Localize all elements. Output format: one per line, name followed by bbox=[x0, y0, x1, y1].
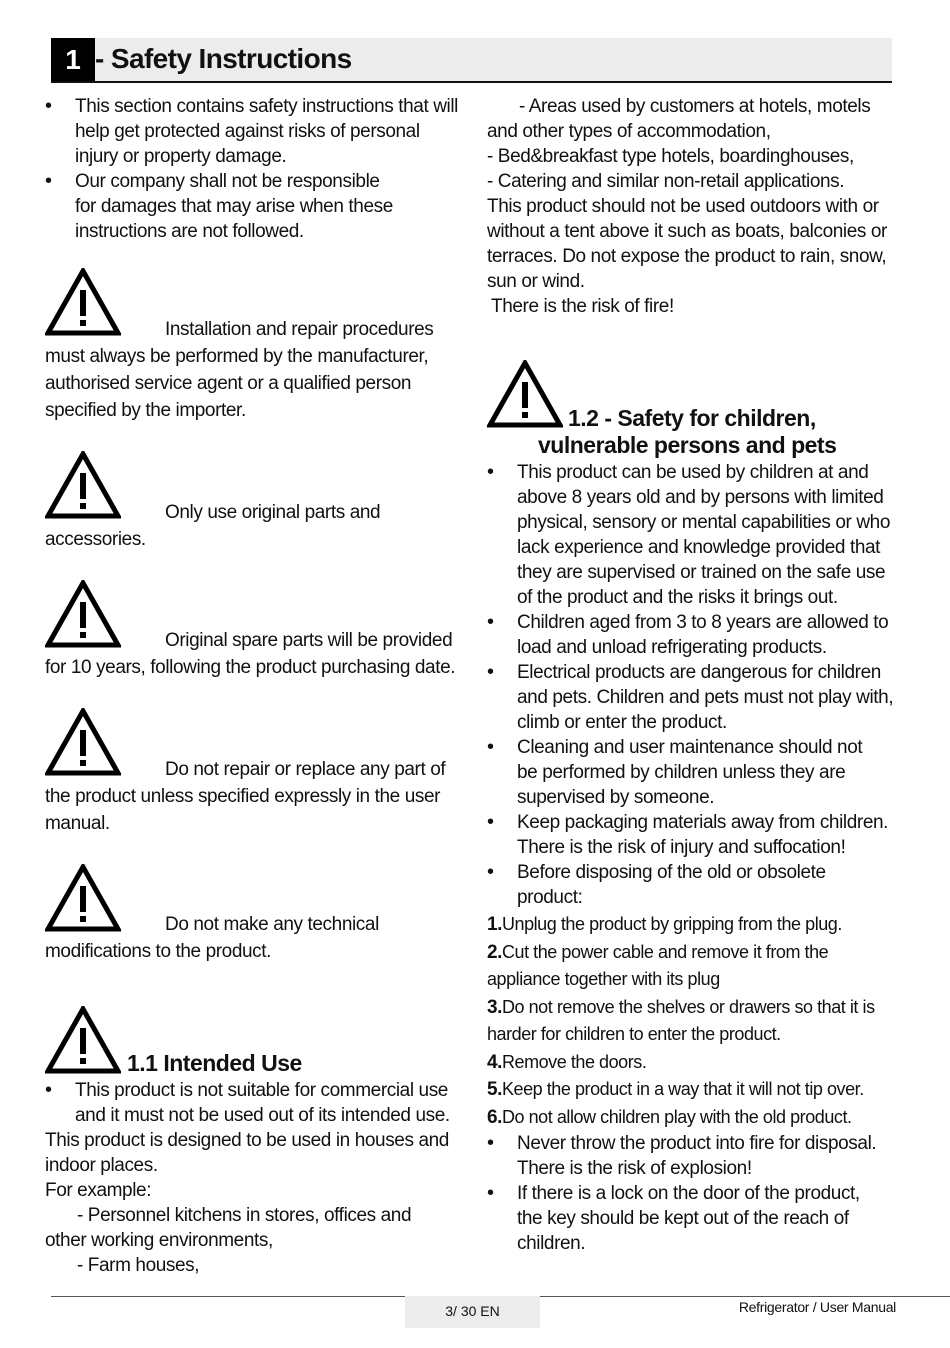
right-continued bbox=[487, 94, 897, 319]
page-number: 3/ 30 EN bbox=[405, 1296, 540, 1328]
use-area-line: and other types of accommodation, bbox=[487, 121, 771, 142]
warning-text-rest: for 10 years, following the product purchasing date. bbox=[45, 657, 456, 678]
intended-use-para: This product is designed to be used in houses and indoor places. bbox=[45, 1130, 449, 1176]
warning-text-rest: the product unless specified expressly in the user manual. bbox=[45, 786, 441, 834]
warning-icon bbox=[45, 864, 121, 932]
warning-icon bbox=[45, 451, 121, 519]
example-label: For example: bbox=[45, 1180, 152, 1201]
children-bullet: • Keep packaging materials away from children. There is the risk of injury and suffocation! bbox=[487, 810, 899, 860]
disposal-step bbox=[487, 939, 899, 994]
children-body bbox=[487, 460, 899, 1256]
example-line: - Personnel kitchens in stores, offices and bbox=[77, 1205, 412, 1226]
warning-icon bbox=[45, 268, 121, 336]
warning-text-first: Do not make any technical bbox=[165, 914, 379, 935]
header-rule bbox=[51, 81, 892, 83]
disposal-steps bbox=[487, 911, 899, 1131]
intro-bullet: • Our company shall not be responsible for damages that may arise when these instructions are not followed. bbox=[45, 169, 465, 244]
step-text: Cut the power cable and remove it from the appliance together with its plug bbox=[487, 941, 829, 989]
warning-text-first: Installation and repair procedures bbox=[165, 319, 434, 340]
step-text: Remove the doors. bbox=[501, 1051, 647, 1072]
warning-icon bbox=[45, 708, 121, 776]
use-area-line: - Catering and similar non-retail applications. bbox=[487, 171, 845, 192]
step-number: 4. bbox=[487, 1051, 502, 1073]
step-text: Do not allow children play with the old product. bbox=[501, 1106, 852, 1127]
disposal-step bbox=[487, 1104, 899, 1132]
step-text: Keep the product in a way that it will not tip over. bbox=[501, 1079, 864, 1099]
step-number: 2. bbox=[487, 941, 502, 963]
warning-icon bbox=[45, 1006, 121, 1074]
example-line: other working environments, bbox=[45, 1230, 273, 1251]
step-number: 6. bbox=[487, 1106, 502, 1128]
section-number: 1 bbox=[51, 38, 95, 82]
children-heading-line2: vulnerable persons and pets bbox=[538, 432, 837, 458]
children-bullet: • This product can be used by children at and above 8 years old and by persons with limited physical, sensory or mental capabilities or who lack experience and knowledge provided that they are supervised or trained on the safe use of the product and the risks it brings out. bbox=[487, 460, 899, 610]
intended-use-bullet: • This product is not suitable for commercial use and it must not be used out of its intended use. bbox=[45, 1078, 465, 1128]
intended-use-heading: 1.1 Intended Use bbox=[127, 1050, 302, 1076]
intro-bullets bbox=[45, 94, 465, 244]
children-bullet: • Children aged from 3 to 8 years are allowed to load and unload refrigerating products. bbox=[487, 610, 899, 660]
warning-icon bbox=[487, 360, 563, 428]
disposal-step bbox=[487, 1076, 899, 1104]
step-number: 1. bbox=[487, 914, 502, 935]
use-area-line: - Areas used by customers at hotels, motels bbox=[519, 96, 871, 117]
document-title: Refrigerator / User Manual bbox=[738, 1299, 896, 1315]
warning-text-rest: accessories. bbox=[45, 529, 146, 550]
warning-text-first: Original spare parts will be provided bbox=[165, 630, 453, 651]
section-title: - Safety Instructions bbox=[95, 43, 352, 74]
step-number: 3. bbox=[487, 996, 502, 1018]
outdoor-warning-para: This product should not be used outdoors with or without a tent above it such as boats, balconies or terraces. Do not expose the product to rain, snow, sun or wind. bbox=[487, 196, 887, 292]
disposal-step bbox=[487, 994, 899, 1049]
intro-bullet: • This section contains safety instructions that will help get protected against risks of personal injury or property damage. bbox=[45, 94, 465, 169]
warning-icon bbox=[45, 580, 121, 648]
children-heading-line1: 1.2 - Safety for children, bbox=[568, 405, 816, 431]
fire-risk-text: There is the risk of fire! bbox=[491, 296, 674, 317]
step-number: 5. bbox=[487, 1079, 502, 1100]
children-bullet: • Cleaning and user maintenance should not be performed by children unless they are supervised by someone. bbox=[487, 735, 899, 810]
warning-text-first: Only use original parts and bbox=[165, 502, 381, 523]
children-bullet: • Electrical products are dangerous for children and pets. Children and pets must not play with, climb or enter the product. bbox=[487, 660, 899, 735]
step-text: Unplug the product by gripping from the plug. bbox=[501, 914, 842, 934]
disposal-step bbox=[487, 1049, 899, 1077]
warning-text-first: Do not repair or replace any part of bbox=[165, 759, 446, 780]
children-bullet: • If there is a lock on the door of the product, the key should be kept out of the reach of children. bbox=[487, 1181, 899, 1256]
warning-text-rest: modifications to the product. bbox=[45, 941, 272, 962]
intended-use-body bbox=[45, 1078, 465, 1278]
step-text: Do not remove the shelves or drawers so that it is harder for children to enter the product. bbox=[487, 996, 875, 1044]
use-area-line: - Bed&breakfast type hotels, boardinghouses, bbox=[487, 146, 854, 167]
example-line: - Farm houses, bbox=[77, 1255, 200, 1276]
children-bullet: • Before disposing of the old or obsolete product: bbox=[487, 860, 899, 910]
children-bullet: • Never throw the product into fire for disposal. There is the risk of explosion! bbox=[487, 1131, 899, 1181]
disposal-step bbox=[487, 911, 899, 939]
warning-text-rest: must always be performed by the manufacturer, authorised service agent or a qualified person specified by the importer. bbox=[45, 346, 429, 421]
